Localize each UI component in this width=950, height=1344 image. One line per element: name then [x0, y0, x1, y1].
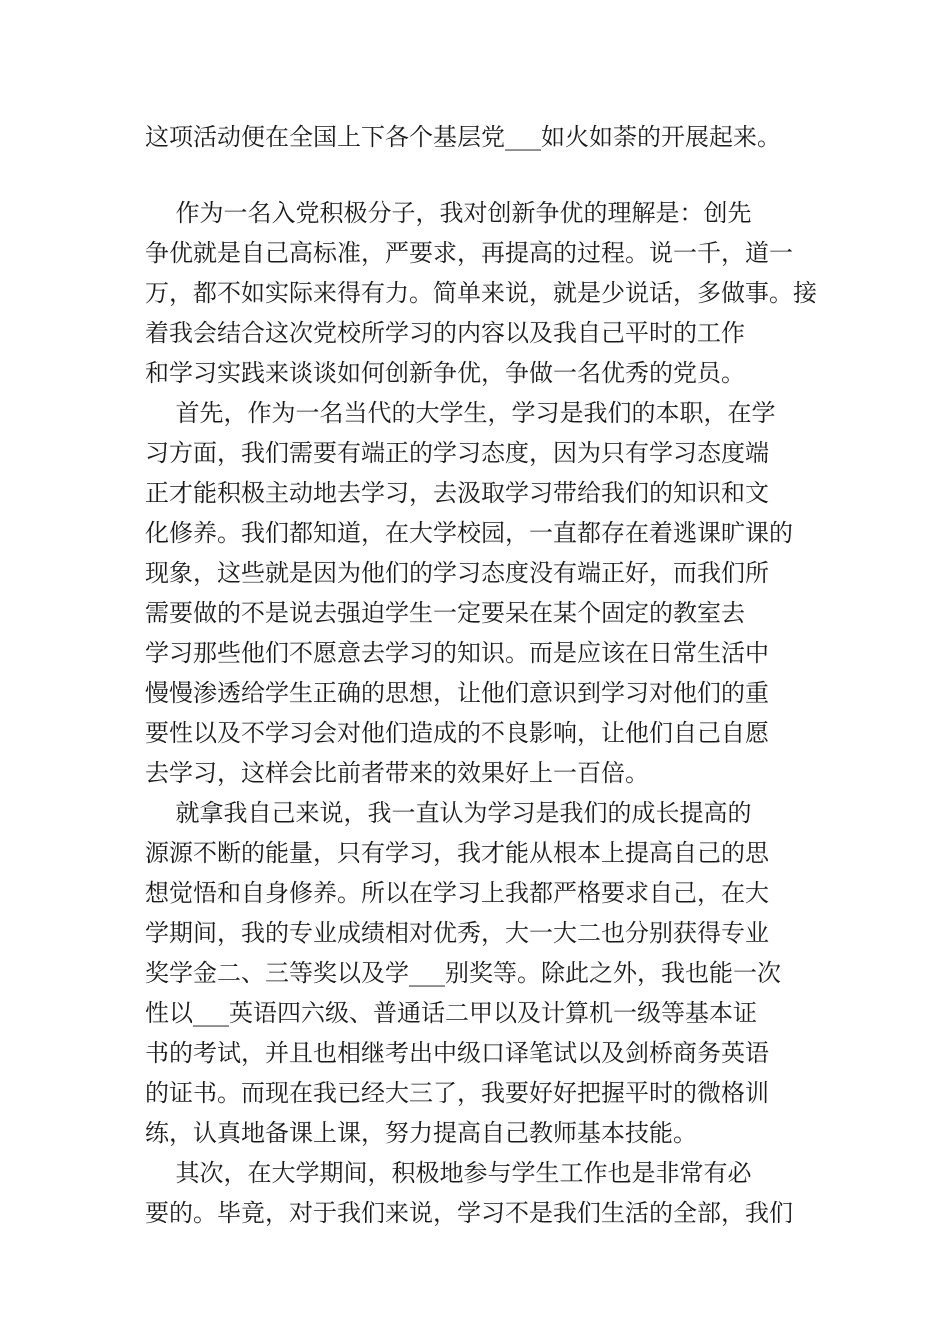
text-line: 的证书。而现在我已经大三了，我要好好把握平时的微格训 — [145, 1079, 769, 1107]
text-line: 学习那些他们不愿意去学习的知识。而是应该在日常生活中 — [145, 639, 769, 667]
text-line: 去学习，这样会比前者带来的效果好上一百倍。 — [145, 759, 649, 787]
text-line: 这项活动便在全国上下各个基层党___如火如荼的开展起来。 — [145, 123, 781, 151]
text-line: 要的。毕竟，对于我们来说，学习不是我们生活的全部，我们 — [145, 1199, 793, 1227]
text-line: 练，认真地备课上课，努力提高自己教师基本技能。 — [145, 1119, 697, 1147]
text-line: 正才能积极主动地去学习，去汲取学习带给我们的知识和文 — [145, 479, 769, 507]
text-line: 其次，在大学期间，积极地参与学生工作也是非常有必 — [145, 1159, 752, 1187]
text-line: 万，都不如实际来得有力。简单来说，就是少说话，多做事。接 — [145, 279, 817, 307]
text-line: 和学习实践来谈谈如何创新争优，争做一名优秀的党员。 — [145, 359, 745, 387]
text-line: 性以___英语四六级、普通话二甲以及计算机一级等基本证 — [145, 999, 757, 1027]
text-line: 学期间，我的专业成绩相对优秀，大一大二也分别获得专业 — [145, 919, 769, 947]
text-line: 化修养。我们都知道，在大学校园，一直都存在着逃课旷课的 — [145, 519, 793, 547]
text-line: 首先，作为一名当代的大学生，学习是我们的本职，在学 — [145, 399, 776, 427]
text-line: 源源不断的能量，只有学习，我才能从根本上提高自己的思 — [145, 839, 769, 867]
text-line: 需要做的不是说去强迫学生一定要呆在某个固定的教室去 — [145, 599, 745, 627]
text-line: 现象，这些就是因为他们的学习态度没有端正好，而我们所 — [145, 559, 769, 587]
text-line: 习方面，我们需要有端正的学习态度，因为只有学习态度端 — [145, 439, 769, 467]
text-line: 着我会结合这次党校所学习的内容以及我自己平时的工作 — [145, 319, 745, 347]
text-line: 奖学金二、三等奖以及学___别奖等。除此之外，我也能一次 — [145, 959, 781, 987]
text-line: 要性以及不学习会对他们造成的不良影响，让他们自己自愿 — [145, 719, 769, 747]
text-line: 就拿我自己来说，我一直认为学习是我们的成长提高的 — [145, 799, 752, 827]
text-line: 慢慢渗透给学生正确的思想，让他们意识到学习对他们的重 — [145, 679, 769, 707]
text-line: 书的考试，并且也相继考出中级口译笔试以及剑桥商务英语 — [145, 1039, 769, 1067]
text-line: 想觉悟和自身修养。所以在学习上我都严格要求自己，在大 — [145, 879, 769, 907]
text-line: 争优就是自己高标准，严要求，再提高的过程。说一千，道一 — [145, 239, 793, 267]
text-line: 作为一名入党积极分子，我对创新争优的理解是：创先 — [145, 199, 752, 227]
